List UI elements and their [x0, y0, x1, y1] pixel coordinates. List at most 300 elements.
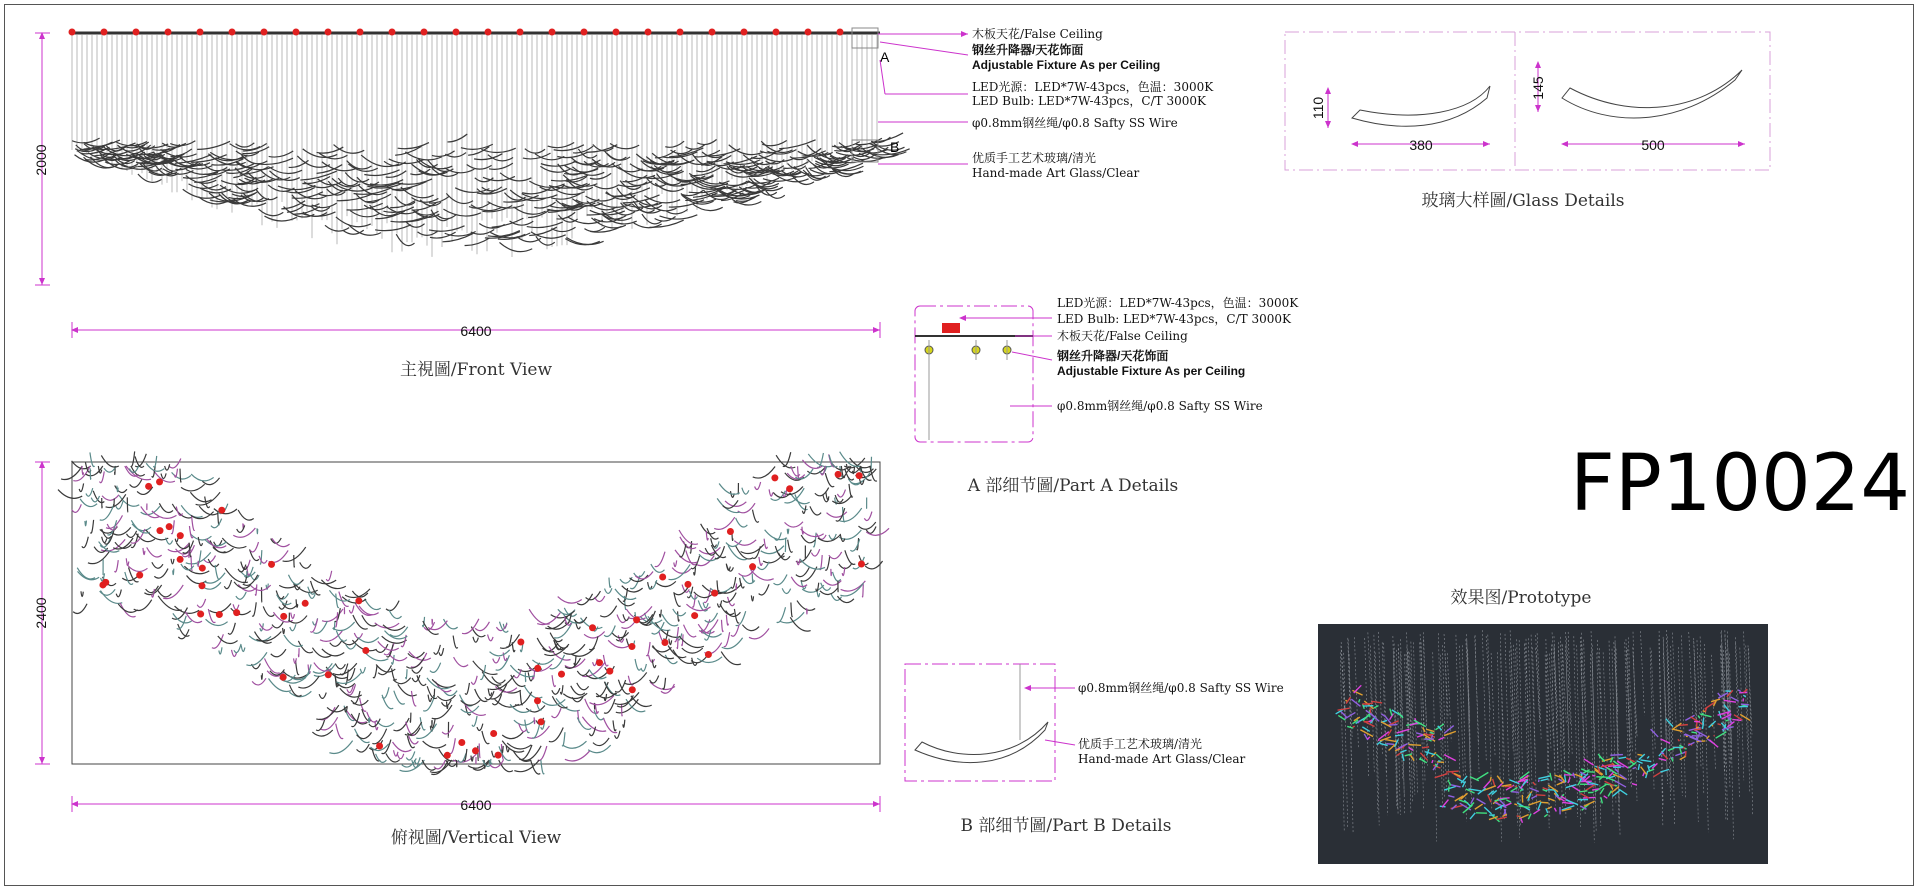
glass-stroke [502, 741, 524, 752]
glass-stroke [752, 510, 758, 523]
proto-glass-stroke [1514, 804, 1517, 805]
glass-stroke [612, 632, 628, 637]
led-point [517, 638, 524, 645]
glass-stroke [268, 678, 290, 691]
glass-stroke [705, 613, 718, 622]
glass-stroke [577, 670, 589, 676]
glass-stroke [677, 638, 678, 648]
glass-stroke [684, 625, 697, 637]
led-point [727, 528, 734, 535]
glass-stroke [389, 654, 407, 661]
a-false-ceiling: 木板天花/False Ceiling [1057, 329, 1188, 343]
glass-stroke [294, 555, 295, 567]
glass-stroke [840, 534, 845, 542]
glass-stroke [556, 698, 580, 711]
glass-stroke [432, 151, 455, 157]
glass-stroke [215, 565, 219, 579]
glass-stroke [726, 615, 728, 625]
glass-stroke [259, 623, 272, 630]
glass-stroke [699, 619, 710, 631]
led-point [786, 485, 793, 492]
callout-fixture-cn: 钢丝升降器/天花饰面 [972, 43, 1084, 57]
led-point [835, 471, 842, 478]
glass-stroke [143, 548, 145, 555]
led-point [421, 29, 428, 36]
proto-glass-stroke [1691, 732, 1696, 733]
glass-stroke [736, 583, 737, 589]
b-glass-en: Hand-made Art Glass/Clear [1078, 752, 1246, 766]
drawing-code: FP10024 [1570, 439, 1911, 529]
callout-led-cn: LED光源：LED*7W-43pcs，色温：3000K [972, 80, 1214, 94]
glass-stroke [787, 529, 788, 534]
glass-stroke [774, 575, 788, 585]
glass-stroke [810, 506, 821, 515]
glass-stroke [635, 659, 640, 670]
glass-stroke [529, 609, 550, 624]
glass-stroke [173, 569, 174, 575]
glass-stroke [432, 705, 452, 719]
glass-stroke [552, 708, 562, 718]
a-wire: φ0.8mm钢丝绳/φ0.8 Safty SS Wire [1057, 399, 1263, 413]
glass-stroke [236, 143, 255, 147]
led-point [589, 624, 596, 631]
proto-glass-stroke [1714, 735, 1715, 736]
led-point [837, 29, 844, 36]
glass-stroke [375, 225, 411, 231]
glass-stroke [489, 163, 513, 169]
led-point [166, 523, 173, 530]
led-point [517, 29, 524, 36]
glass-stroke [678, 611, 680, 621]
proto-glass-stroke [1684, 735, 1688, 736]
glass-stroke [472, 716, 477, 726]
glass-stroke [610, 143, 639, 148]
callout-glass-cn: 优质手工艺术玻璃/清光 [972, 151, 1097, 165]
glass-stroke [660, 215, 698, 219]
glass-stroke [655, 581, 676, 586]
glass-stroke [833, 572, 841, 581]
glass-stroke [88, 551, 110, 564]
glass-stroke [790, 617, 810, 631]
glass-stroke [406, 669, 407, 679]
glass-stroke [369, 717, 370, 722]
glass-stroke [397, 754, 404, 759]
glass-stroke [316, 165, 342, 174]
glass-stroke [336, 724, 343, 739]
glass-stroke [538, 746, 547, 760]
led-point [216, 611, 223, 618]
glass-stroke [736, 518, 748, 527]
glass-stroke [788, 540, 793, 553]
glass-stroke [625, 672, 647, 684]
glass-stroke [252, 678, 266, 685]
glass-stroke [829, 455, 837, 467]
glass-stroke [605, 588, 612, 593]
glass-stroke [655, 552, 665, 567]
glass-stroke [646, 642, 650, 656]
led-point [233, 609, 240, 616]
glass-stroke [174, 469, 177, 477]
a-fixture-en: Adjustable Fixture As per Ceiling [1057, 364, 1246, 378]
glass-stroke [752, 574, 753, 582]
glass-stroke [257, 528, 258, 533]
glass-stroke [85, 521, 87, 526]
glass-stroke [751, 570, 774, 581]
led-point [229, 29, 236, 36]
glass-stroke [642, 214, 662, 224]
glass-stroke [829, 552, 842, 559]
glass-stroke [554, 641, 561, 650]
glass-stroke [246, 652, 267, 665]
glass-stroke [762, 140, 786, 145]
part-a-details [915, 295, 1299, 496]
proto-glass-stroke [1541, 802, 1549, 803]
callout-wire: φ0.8mm钢丝绳/φ0.8 Safty SS Wire [972, 116, 1178, 130]
glass-stroke [398, 684, 417, 696]
glass-stroke [418, 231, 438, 235]
glass-stroke [534, 202, 555, 208]
glass-stroke [475, 622, 489, 631]
glass-stroke [492, 677, 506, 684]
proto-glass-stroke [1596, 777, 1608, 778]
led-point [453, 29, 460, 36]
glass-stroke [422, 760, 435, 770]
detail-box-a [852, 28, 878, 48]
glass-stroke [238, 510, 254, 520]
glass-stroke [116, 590, 121, 597]
glass-stroke [724, 632, 730, 646]
glass-stroke [719, 483, 740, 494]
prototype-caption: 效果图/Prototype [1450, 588, 1592, 608]
glass-stroke [298, 648, 299, 657]
led-point [389, 29, 396, 36]
glass-stroke [161, 473, 166, 478]
glass-stroke [190, 534, 211, 540]
proto-glass-stroke [1539, 779, 1540, 782]
glass-stroke [831, 569, 832, 576]
glass-stroke [473, 637, 478, 642]
glass-stroke [264, 658, 279, 673]
glass-stroke [552, 675, 556, 686]
proto-glass-stroke [1637, 754, 1642, 755]
proto-glass-stroke [1389, 724, 1398, 725]
glass-stroke [360, 667, 365, 673]
led-point [325, 29, 332, 36]
glass-stroke [208, 609, 215, 623]
glass-stroke [393, 678, 411, 684]
b-wire: φ0.8mm钢丝绳/φ0.8 Safty SS Wire [1078, 681, 1284, 695]
width-dim-label: 6400 [460, 323, 492, 339]
led-point [858, 560, 865, 567]
glass-stroke [389, 610, 402, 619]
glass-stroke [669, 639, 672, 645]
glass-stroke [241, 645, 245, 651]
glass-stroke [358, 637, 379, 642]
glass-stroke [181, 484, 205, 491]
glass-stroke [777, 607, 786, 622]
led-point [534, 697, 541, 704]
led-point [709, 29, 716, 36]
led-point [581, 29, 588, 36]
glass-stroke [357, 744, 370, 752]
glass-stroke [499, 242, 532, 251]
glass-stroke [609, 578, 611, 588]
glass-stroke [191, 474, 214, 481]
glass-stroke [520, 690, 522, 705]
glass-stroke [176, 507, 182, 516]
glass-stroke [680, 537, 696, 549]
glass-stroke [117, 486, 118, 492]
glass-stroke [858, 522, 875, 529]
glass-stroke [120, 603, 135, 617]
proto-glass-stroke [1511, 792, 1519, 793]
front-view [33, 26, 1214, 380]
glass-stroke [674, 560, 677, 566]
piece2-height: 145 [1530, 76, 1546, 100]
glass-stroke [759, 584, 769, 595]
glass-stroke [72, 504, 81, 512]
glass-stroke [154, 569, 168, 579]
glass-stroke [665, 655, 677, 664]
glass-stroke [662, 614, 678, 625]
glass-stroke [665, 141, 684, 147]
led-point [376, 742, 383, 749]
glass-stroke [759, 557, 762, 565]
glass-stroke [574, 656, 576, 665]
glass-stroke [680, 544, 686, 557]
glass-stroke [208, 559, 219, 567]
glass-stroke [82, 466, 84, 475]
glass-stroke [488, 634, 493, 640]
glass-stroke [721, 620, 723, 632]
led-point [613, 29, 620, 36]
glass-stroke [623, 720, 625, 728]
glass-stroke [263, 606, 274, 616]
glass-stroke [649, 655, 655, 662]
glass-stroke [336, 594, 339, 608]
glass-stroke [840, 583, 863, 596]
led-point [661, 639, 668, 646]
proto-glass-stroke [1432, 760, 1433, 763]
glass-stroke [319, 693, 326, 699]
glass-stroke [801, 529, 824, 537]
glass-stroke [409, 736, 419, 744]
led-point [102, 579, 109, 586]
detail-tag-a: A [880, 49, 890, 65]
part-b-caption: B 部细节圖/Part B Details [960, 816, 1172, 836]
glass-stroke [679, 530, 698, 544]
a-fixture-cn: 钢丝升降器/天花饰面 [1057, 349, 1169, 363]
led-point [458, 739, 465, 746]
glass-stroke [826, 492, 829, 499]
glass-stroke [81, 591, 83, 596]
glass-stroke [729, 145, 764, 155]
glass-stroke [615, 589, 636, 600]
glass-stroke [837, 596, 853, 602]
glass-stroke [742, 625, 759, 631]
glass-stroke [502, 732, 523, 739]
glass-stroke [692, 595, 695, 608]
glass-stroke [378, 665, 391, 674]
proto-glass-stroke [1581, 799, 1582, 801]
glass-stroke [604, 699, 615, 713]
glass-stroke [499, 760, 513, 772]
callout-glass-en: Hand-made Art Glass/Clear [972, 166, 1140, 180]
glass-stroke [430, 663, 441, 673]
glass-stroke [507, 743, 531, 749]
glass-stroke [447, 134, 467, 142]
led-point [549, 29, 556, 36]
glass-stroke [534, 717, 535, 723]
glass-details-caption: 玻璃大样圖/Glass Details [1421, 191, 1625, 211]
glass-stroke [359, 606, 379, 615]
glass-stroke [571, 648, 595, 657]
glass-stroke [726, 564, 730, 571]
glass-stroke [322, 649, 344, 656]
glass-stroke [765, 530, 787, 540]
glass-stroke [80, 499, 97, 507]
glass-stroke [317, 147, 344, 153]
led-point [357, 29, 364, 36]
glass-stroke [594, 710, 604, 720]
glass-stroke [714, 517, 735, 529]
glass-stroke [551, 175, 588, 181]
led-point [805, 29, 812, 36]
glass-stroke [560, 685, 562, 694]
glass-stroke [357, 177, 379, 185]
glass-stroke [115, 560, 119, 572]
led-point [145, 483, 152, 490]
glass-stroke [312, 730, 332, 736]
proto-glass-stroke [1395, 735, 1403, 736]
led-point [156, 527, 163, 534]
glass-stroke [490, 650, 510, 656]
led-point [218, 507, 225, 514]
led-point [156, 478, 163, 485]
led-point [485, 29, 492, 36]
glass-stroke [439, 648, 444, 655]
glass-stroke [550, 655, 565, 669]
glass-stroke [357, 732, 372, 738]
glass-stroke [450, 738, 455, 753]
glass-stroke [615, 731, 620, 739]
glass-stroke [864, 512, 872, 521]
vertical-view [33, 451, 889, 848]
glass-stroke [58, 490, 82, 499]
glass-stroke [159, 503, 173, 512]
glass-stroke [165, 464, 170, 470]
glass-stroke [479, 743, 480, 757]
glass-stroke [335, 663, 345, 668]
led-bulb-red [942, 323, 960, 333]
glass-stroke [736, 611, 746, 625]
glass-stroke [333, 622, 355, 631]
glass-stroke [467, 164, 492, 169]
glass-stroke [272, 621, 284, 628]
glass-stroke [72, 138, 100, 143]
glass-stroke [289, 160, 309, 167]
led-point [711, 590, 718, 597]
glass-stroke [558, 597, 582, 604]
glass-stroke [650, 676, 659, 683]
glass-stroke [350, 211, 380, 217]
glass-stroke [825, 473, 834, 487]
glass-stroke [500, 634, 519, 648]
glass-stroke [717, 498, 740, 512]
glass-stroke [496, 655, 510, 670]
glass-stroke [731, 625, 739, 637]
glass-stroke [300, 171, 336, 180]
glass-stroke [870, 466, 877, 481]
glass-stroke [79, 483, 83, 491]
detail-tag-b: B [890, 139, 900, 155]
glass-stroke [423, 741, 446, 748]
glass-stroke [269, 151, 294, 157]
proto-glass-stroke [1378, 740, 1379, 741]
glass-stroke [157, 590, 171, 597]
glass-stroke [696, 166, 715, 172]
proto-glass-stroke [1448, 780, 1449, 782]
glass-stroke [336, 217, 371, 227]
led-point [633, 616, 640, 623]
b-glass-cn: 优质手工艺术玻璃/清光 [1078, 737, 1203, 751]
glass-stroke [90, 452, 95, 466]
led-point [645, 29, 652, 36]
glass-cluster-top [58, 451, 889, 774]
glass-stroke [234, 644, 241, 653]
glass-stroke [862, 584, 863, 597]
led-point [268, 561, 275, 568]
glass-stroke [475, 689, 488, 702]
callout-false-ceiling: 木板天花/False Ceiling [972, 27, 1103, 41]
glass-stroke [563, 644, 585, 654]
glass-stroke [326, 571, 331, 581]
glass-stroke [332, 178, 360, 187]
glass-stroke [660, 610, 662, 617]
glass-stroke [563, 741, 587, 748]
led-point [495, 752, 502, 759]
glass-stroke [90, 520, 93, 533]
led-point [302, 600, 309, 607]
glass-stroke [782, 588, 790, 593]
glass-stroke [461, 700, 481, 705]
glass-stroke [820, 555, 822, 570]
glass-stroke [622, 704, 623, 716]
glass-stroke [849, 484, 853, 497]
glass-stroke [753, 466, 775, 478]
glass-stroke [236, 592, 246, 599]
glass-stroke [477, 724, 483, 731]
glass-stroke [300, 562, 311, 568]
glass-stroke [532, 659, 553, 665]
glass-stroke [211, 519, 222, 528]
proto-glass-stroke [1408, 745, 1421, 746]
led-point [490, 730, 497, 737]
glass-stroke [259, 556, 267, 563]
proto-glass-stroke [1536, 795, 1546, 796]
glass-stroke [296, 599, 298, 607]
glass-stroke [178, 624, 190, 636]
proto-glass-stroke [1743, 698, 1744, 701]
proto-glass-stroke [1505, 786, 1514, 787]
glass-cluster-front [72, 133, 910, 252]
proto-glass-stroke [1446, 771, 1459, 772]
led-point [558, 671, 565, 678]
glass-stroke [131, 451, 135, 466]
glass-stroke [482, 731, 489, 744]
glass-stroke [152, 562, 163, 568]
glass-stroke [288, 575, 300, 585]
